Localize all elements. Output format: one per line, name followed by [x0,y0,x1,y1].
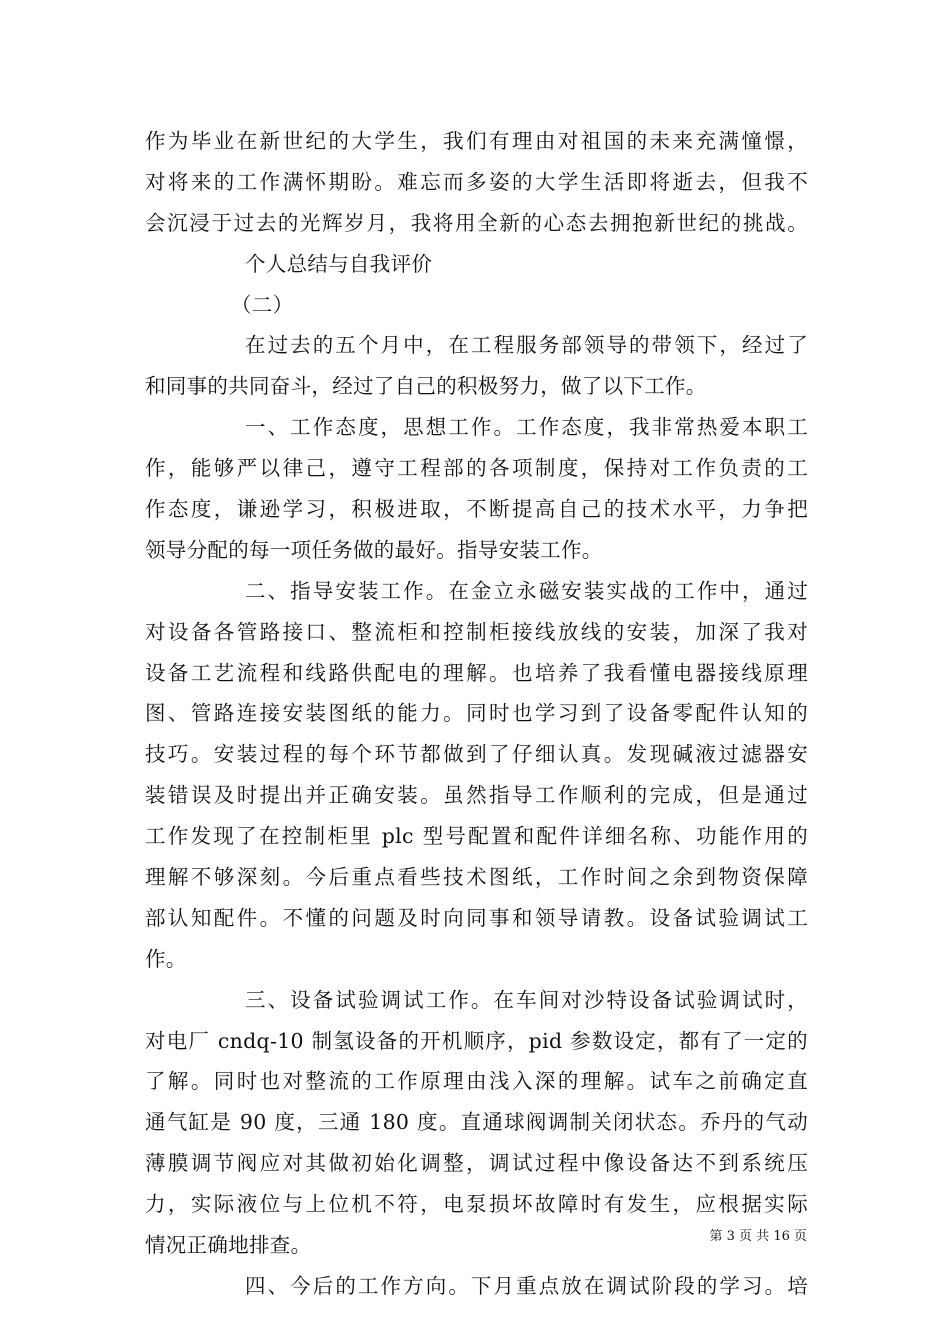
section-title: 个人总结与自我评价 [245,251,433,276]
body-text [145,121,808,1307]
text-line: 通气缸是 90 度，三通 180 度。直通球阀调制关闭状态。乔丹的气动 [145,1110,808,1135]
paragraph-first-line: 二、指导安装工作。在金立永磁安装实战的工作中，通过 [245,578,808,603]
paragraph-first-line: 一、工作态度，思想工作。工作态度，我非常热爱本职工 [245,415,808,440]
text-line: 工作发现了在控制柜里 plc 型号配置和配件详细名称、功能作用的 [145,824,808,849]
paragraph-first-line: 三、设备试验调试工作。在车间对沙特设备试验调试时， [245,987,808,1012]
text-line: 作，能够严以律己，遵守工程部的各项制度，保持对工作负责的工 [145,456,808,481]
text-line: 设备工艺流程和线路供配电的理解。也培养了我看懂电器接线原理 [145,660,808,685]
text-line: 对电厂 cndq-10 制氢设备的开机顺序，pid 参数设定，都有了一定的 [145,1028,808,1053]
text-line: 作。 [145,946,187,971]
text-line: 领导分配的每一项任务做的最好。指导安装工作。 [145,537,603,562]
text-line: 了解。同时也对整流的工作原理由浅入深的理解。试车之前确定直 [145,1069,808,1094]
text-line: 装错误及时提出并正确安装。虽然指导工作顺利的完成，但是通过 [145,783,808,808]
text-line: 会沉浸于过去的光辉岁月，我将用全新的心态去拥抱新世纪的挑战。 [145,210,808,235]
paragraph-first-line: 在过去的五个月中，在工程服务部领导的带领下，经过了 [245,333,808,358]
text-line: 对将来的工作满怀期盼。难忘而多姿的大学生活即将逝去，但我不 [145,169,808,194]
text-line: 理解不够深刻。今后重点看些技术图纸，工作时间之余到物资保障 [145,865,808,890]
text-line: 情况正确地排查。 [145,1233,312,1258]
text-line: 力，实际液位与上位机不符，电泵损坏故障时有发生，应根据实际 [145,1192,808,1217]
text-line: 薄膜调节阀应对其做初始化调整，调试过程中像设备达不到系统压 [145,1151,808,1176]
text-line: 和同事的共同奋斗，经过了自己的积极努力，做了以下工作。 [145,374,707,399]
page-number-footer: 第 3 页 共 16 页 [709,1229,807,1244]
paragraph-first-line: 四、今后的工作方向。下月重点放在调试阶段的学习。培 [245,1273,808,1298]
text-line: 图、管路连接安装图纸的能力。同时也学习到了设备零配件认知的 [145,701,808,726]
text-line: 技巧。安装过程的每个环节都做到了仔细认真。发现碱液过滤器安 [145,742,808,767]
text-line: 部认知配件。不懂的问题及时向同事和领导请教。设备试验调试工 [145,905,808,930]
text-line: 作为毕业在新世纪的大学生，我们有理由对祖国的未来充满憧憬， [145,129,808,153]
section-subtitle: （二） [231,292,294,317]
text-line: 作态度，谦逊学习，积极进取，不断提高自己的技术水平，力争把 [145,497,808,522]
text-line: 对设备各管路接口、整流柜和控制柜接线放线的安装，加深了我对 [145,619,808,644]
